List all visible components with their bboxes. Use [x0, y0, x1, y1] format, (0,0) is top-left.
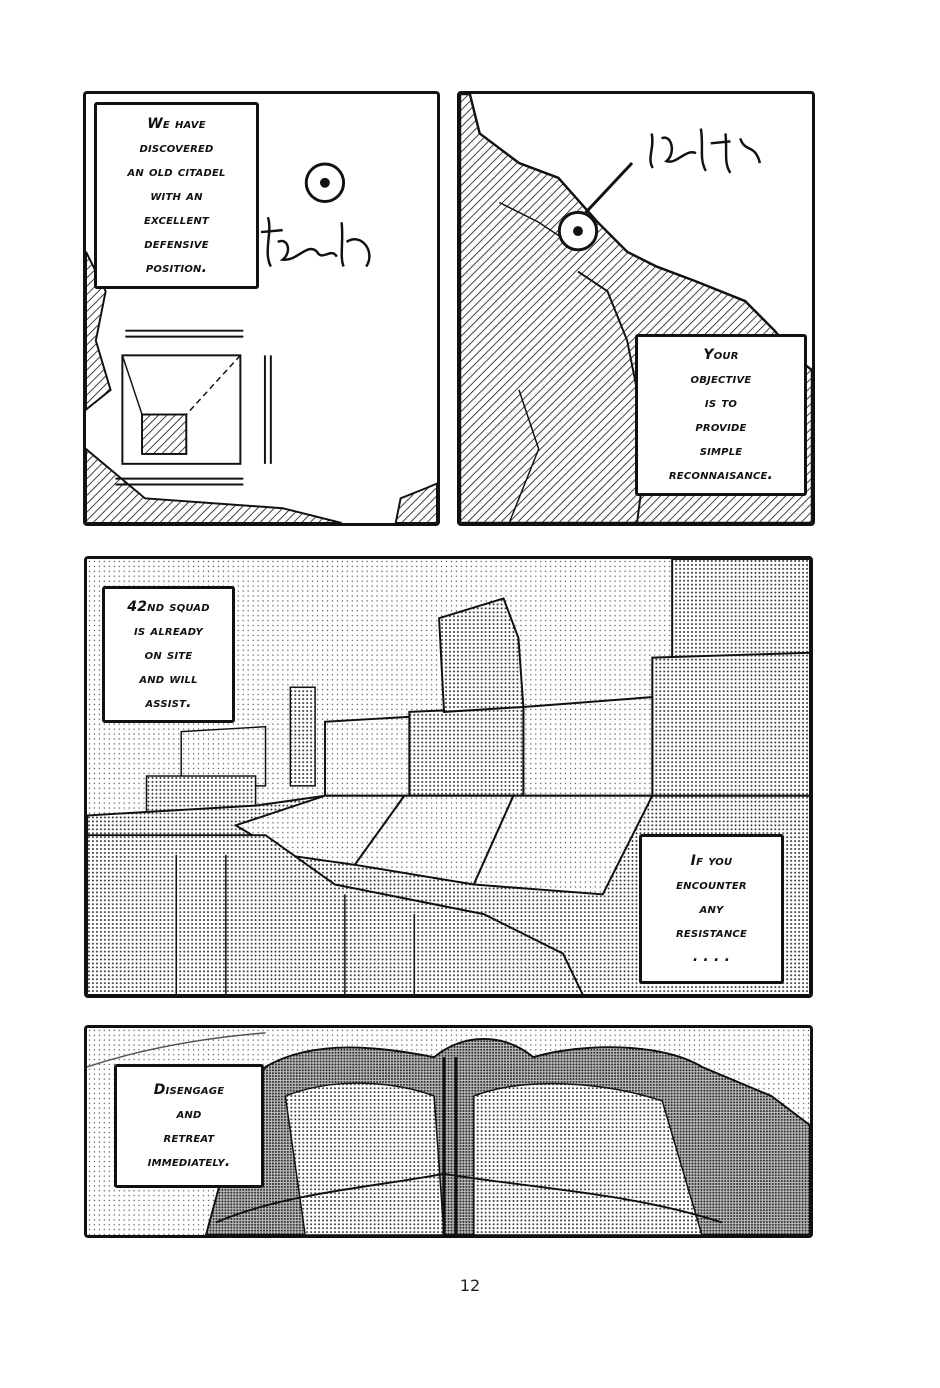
- caption-text: If you encounter any resistance . . . .: [676, 853, 747, 965]
- caption-text: We have discovered an old citadel with an excellent defensive position.: [127, 115, 226, 276]
- caption-text: Disengage and retreat immediately.: [147, 1082, 231, 1170]
- page-number: 12: [459, 1276, 481, 1295]
- caption-box: [635, 334, 807, 496]
- panel-4: [84, 1025, 813, 1238]
- panel-1: [83, 91, 440, 526]
- caption-text: Your objective is to provide simple reconnaisance.: [668, 347, 774, 483]
- caption-text: 42nd squad is already on site and will assist.: [127, 598, 210, 711]
- caption-box: [114, 1064, 264, 1188]
- caption-box: [102, 586, 235, 723]
- panel-3: [84, 556, 813, 998]
- target-marker-icon: [306, 164, 343, 201]
- target-marker-icon: [559, 212, 596, 249]
- caption-box: [94, 102, 259, 289]
- panel-2: [457, 91, 815, 526]
- caption-box-2: [639, 834, 784, 984]
